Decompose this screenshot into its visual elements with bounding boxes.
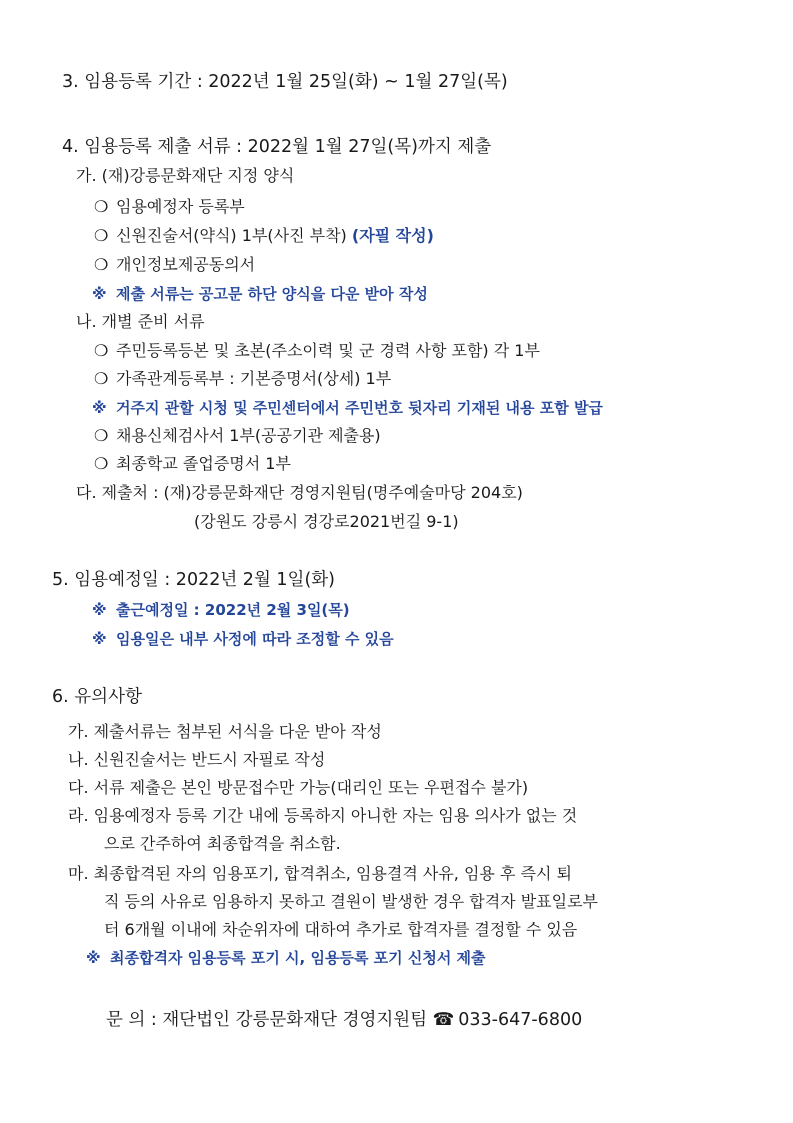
s5-note-adjust: ※ 임용일은 내부 사정에 따라 조정할 수 있음 — [92, 630, 394, 648]
section-4-da-label: 다. 제출처 : (재)강릉문화재단 경영지원팀(명주예술마당 204호) — [76, 483, 523, 502]
list-item: ❍ 채용신체검사서 1부(공공기관 제출용) — [94, 426, 381, 445]
circle-bullet-icon: ❍ — [94, 341, 109, 360]
reference-mark-icon: ※ — [92, 285, 107, 303]
list-item: ❍ 최종학교 졸업증명서 1부 — [94, 454, 291, 473]
contact-line — [106, 1010, 582, 1030]
section-5-title: 5. 임용예정일 : 2022년 2월 1일(화) — [52, 570, 336, 590]
section-6-title: 6. 유의사항 — [52, 687, 142, 707]
circle-bullet-icon: ❍ — [94, 369, 109, 388]
telephone-icon: ☎ — [432, 1010, 455, 1030]
circle-bullet-icon: ❍ — [94, 197, 109, 216]
contact-label: 문 의 : 재단법인 강릉문화재단 경영지원팀 — [106, 1010, 428, 1030]
reference-mark-icon: ※ — [92, 601, 107, 619]
reference-mark-icon: ※ — [92, 399, 107, 417]
section-4-da-address: (강원도 강릉시 경강로2021번길 9-1) — [194, 512, 459, 531]
handwritten-emphasis: (자필 작성) — [351, 226, 434, 245]
section-4-title: 4. 임용등록 제출 서류 : 2022월 1월 27일(목)까지 제출 — [62, 137, 492, 157]
list-item: 라. 임용예정자 등록 기간 내에 등록하지 아니한 자는 임용 의사가 없는 것 — [68, 806, 578, 825]
list-item: ❍ 신원진술서(약식) 1부(사진 부착) (자필 작성) — [94, 226, 434, 245]
list-item: 가. 제출서류는 첨부된 서식을 다운 받아 작성 — [68, 722, 382, 741]
s6-note: ※ 최종합격자 임용등록 포기 시, 임용등록 포기 신청서 제출 — [86, 949, 486, 967]
ga-note: ※ 제출 서류는 공고문 하단 양식을 다운 받아 작성 — [92, 285, 428, 303]
na-note: ※ 거주지 관할 시청 및 주민센터에서 주민번호 뒷자리 기재된 내용 포함 발급 — [92, 399, 603, 417]
list-item: ❍ 가족관계등록부 : 기본증명서(상세) 1부 — [94, 369, 392, 388]
s5-note-start: ※ 출근예정일 : 2022년 2월 3일(목) — [92, 601, 350, 619]
reference-mark-icon: ※ — [86, 949, 101, 967]
list-item: ❍ 임용예정자 등록부 — [94, 197, 245, 216]
list-item-continued: 으로 간주하여 최종합격을 취소함. — [104, 834, 341, 853]
contact-phone: 033-647-6800 — [458, 1010, 583, 1030]
list-item-continued: 터 6개월 이내에 차순위자에 대하여 추가로 합격자를 결정할 수 있음 — [104, 920, 578, 939]
list-item: 다. 서류 제출은 본인 방문접수만 가능(대리인 또는 우편접수 불가) — [68, 778, 529, 797]
list-item: 마. 최종합격된 자의 임용포기, 합격취소, 임용결격 사유, 임용 후 즉시 퇴 — [68, 864, 572, 883]
circle-bullet-icon: ❍ — [94, 255, 109, 274]
list-item: ❍ 개인정보제공동의서 — [94, 255, 256, 274]
list-item: 나. 신원진술서는 반드시 자필로 작성 — [68, 750, 326, 769]
section-4-na-label: 나. 개별 준비 서류 — [76, 312, 205, 331]
circle-bullet-icon: ❍ — [94, 426, 109, 445]
reference-mark-icon: ※ — [92, 630, 107, 648]
section-4-ga-label: 가. (재)강릉문화재단 지정 양식 — [76, 166, 295, 185]
list-item: ❍ 주민등록등본 및 초본(주소이력 및 군 경력 사항 포함) 각 1부 — [94, 341, 540, 360]
circle-bullet-icon: ❍ — [94, 454, 109, 473]
list-item-continued: 직 등의 사유로 임용하지 못하고 결원이 발생한 경우 합격자 발표일로부 — [104, 892, 598, 911]
section-3-title: 3. 임용등록 기간 : 2022년 1월 25일(화) ~ 1월 27일(목) — [62, 72, 508, 92]
circle-bullet-icon: ❍ — [94, 226, 109, 245]
